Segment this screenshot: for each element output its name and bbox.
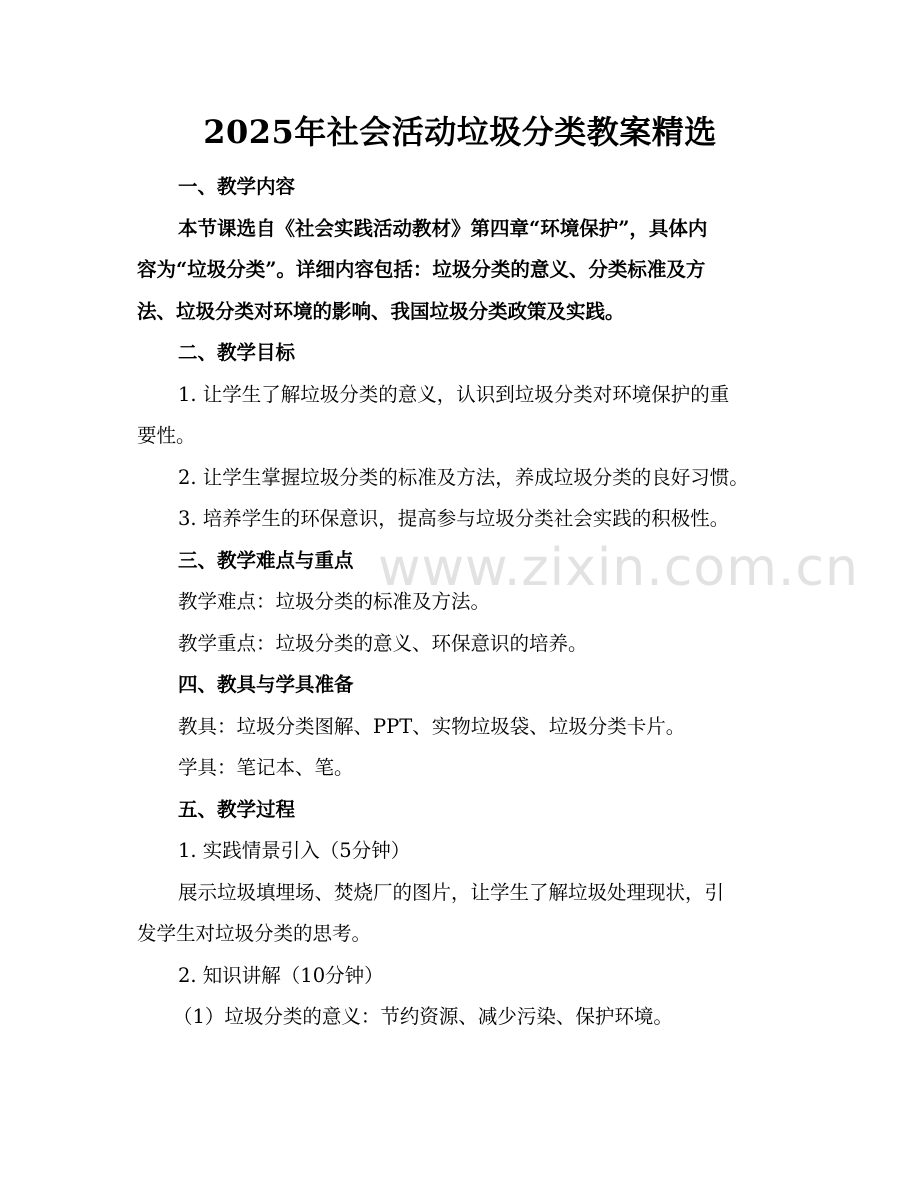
paragraph-line: 发学生对垃圾分类的思考。 [137,922,372,945]
section-heading-objectives: 二、教学目标 [178,341,296,364]
objective-item-continued: 要性。 [137,424,196,447]
section-heading-content: 一、教学内容 [178,175,296,198]
paragraph-line: 容为“垃圾分类”。详细内容包括：垃圾分类的意义、分类标准及方 [137,258,706,281]
objective-item: 1. 让学生了解垃圾分类的意义，认识到垃圾分类对环境保护的重 [178,382,730,406]
student-materials-line: 学具：笔记本、笔。 [178,756,354,779]
process-step: 1. 实践情景引入（5分钟） [178,839,411,862]
section-heading-materials: 四、教具与学具准备 [178,673,354,696]
objective-item: 2. 让学生掌握垃圾分类的标准及方法，养成垃圾分类的良好习惯。 [178,465,749,489]
document-title: 2025年社会活动垃圾分类教案精选 [203,113,717,151]
watermark: www.zixin.com.cn [378,538,859,598]
document-body [137,170,797,1042]
focus-line: 教学重点：垃圾分类的意义、环保意识的培养。 [178,631,588,655]
section-heading-process: 五、教学过程 [178,797,296,821]
paragraph-line: 法、垃圾分类对环境的影响、我国垃圾分类政策及实践。 [137,299,625,323]
objective-item: 3. 培养学生的环保意识，提高参与垃圾分类社会实践的积极性。 [178,507,730,530]
process-step: 2. 知识讲解（10分钟） [178,963,384,987]
section-heading-difficulty: 三、教学难点与重点 [178,548,354,572]
difficulty-line: 教学难点：垃圾分类的标准及方法。 [178,590,491,613]
paragraph-line: 展示垃圾填埋场、焚烧厂的图片，让学生了解垃圾处理现状，引 [178,880,725,904]
sub-step: （1）垃圾分类的意义：节约资源、减少污染、保护环境。 [173,1005,673,1028]
teacher-materials-line: 教具：垃圾分类图解、PPT、实物垃圾袋、垃圾分类卡片。 [178,714,686,738]
paragraph-line: 本节课选自《社会实践活动教材》第四章“环境保护”，具体内 [178,216,708,240]
